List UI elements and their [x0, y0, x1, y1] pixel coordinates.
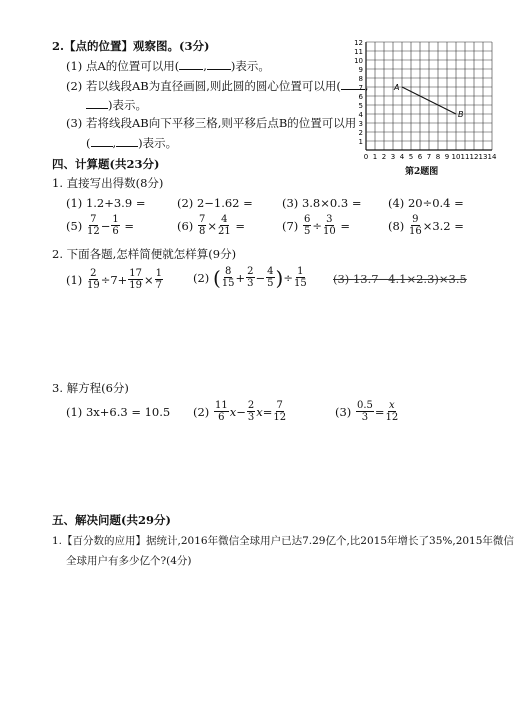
y-tick-label: 8 [358, 75, 363, 83]
calc-1: (1) 1.2+3.9 = [66, 196, 146, 210]
x-tick-label: 13 [478, 153, 488, 161]
coordinate-grid [350, 30, 510, 176]
y-tick-label: 4 [358, 111, 363, 119]
axis-labels [354, 39, 497, 161]
equation-2: (2) $\frac{11}{6}$ x − $\frac{2}{3}$ x = $\frac{7}{12}$ [193, 400, 287, 423]
equation-3: (3) $\frac{0.5}{3}$ = $\frac{x}{12}$ [335, 400, 399, 423]
grid-caption: 第2题图 [405, 167, 439, 177]
x-tick-label: 12 [469, 153, 479, 161]
problem-1-line2: 全球用户有多少亿个?(4分) [66, 555, 192, 567]
x-tick-label: 0 [363, 153, 369, 161]
y-tick-label: 5 [358, 102, 363, 110]
simplify-3: (3) 13.7−4.1×2.3)×3.5 [333, 272, 467, 286]
calc-5: (5) $\frac{7}{12}$ − $\frac{1}{6}$ = [66, 214, 134, 237]
point-a-label: A [394, 83, 400, 92]
q2-heading: 2.【点的位置】观察图。(3分) [52, 39, 210, 53]
x-tick-label: 6 [417, 153, 423, 161]
x-tick-label: 10 [451, 153, 461, 161]
problem-1-line1: 1.【百分数的应用】据统计,2016年微信全球用户已达7.29亿个,比2015年增长了35%,2015年微信 [52, 535, 514, 547]
calc-7: (7) $\frac{6}{5}$ ÷ $\frac{3}{10}$ = [282, 214, 350, 237]
section4-sub1: 1. 直接写出得数(8分) [52, 176, 164, 190]
y-tick-label: 10 [354, 57, 363, 65]
equation-1: (1) 3x+6.3 = 10.5 [66, 405, 171, 419]
answer-blank[interactable] [86, 108, 108, 109]
answer-blank[interactable] [207, 69, 231, 70]
x-tick-label: 14 [487, 153, 497, 161]
y-tick-label: 6 [358, 93, 363, 101]
x-tick-label: 9 [444, 153, 450, 161]
calc-3: (3) 3.8×0.3 = [282, 196, 362, 210]
x-tick-label: 8 [435, 153, 441, 161]
x-tick-label: 11 [460, 153, 470, 161]
x-tick-label: 1 [372, 153, 378, 161]
x-tick-label: 4 [399, 153, 405, 161]
y-tick-label: 2 [358, 129, 363, 137]
x-tick-label: 7 [426, 153, 432, 161]
calc-2: (2) 2−1.62 = [177, 196, 253, 210]
y-tick-label: 7 [358, 84, 363, 92]
y-tick-label: 11 [354, 48, 363, 56]
answer-blank[interactable] [116, 146, 138, 147]
calc-8: (8) $\frac{9}{16}$ ×3.2 = [388, 214, 464, 237]
answer-blank[interactable] [179, 69, 203, 70]
x-tick-label: 5 [408, 153, 414, 161]
q2-part3-cont: ( , )表示。 [86, 136, 178, 150]
section4-sub2: 2. 下面各题,怎样简便就怎样算(9分) [52, 247, 237, 261]
q2-part2: (2) 若以线段AB为直径画圆,则此圆的圆心位置可以用( , [66, 79, 369, 93]
y-tick-label: 12 [354, 39, 363, 47]
y-tick-label: 1 [358, 138, 363, 146]
y-tick-label: 3 [358, 120, 363, 128]
section5-heading: 五、解决问题(共29分) [52, 513, 171, 527]
answer-blank[interactable] [91, 146, 113, 147]
y-tick-label: 9 [358, 66, 363, 74]
x-tick-label: 3 [390, 153, 396, 161]
x-tick-label: 2 [381, 153, 387, 161]
point-b-label: B [458, 110, 464, 119]
q2-part2-cont: )表示。 [86, 97, 147, 113]
q2-part1: (1) 点A的位置可以用( , )表示。 [66, 59, 270, 73]
simplify-1: (1) $\frac{2}{19}$ ÷7+ $\frac{17}{19}$ × $\frac{1}{7}$ [66, 268, 163, 291]
calc-6: (6) $\frac{7}{8}$ × $\frac{4}{21}$ = [177, 214, 245, 237]
calc-4: (4) 20÷0.4 = [388, 196, 464, 210]
section4-sub3: 3. 解方程(6分) [52, 381, 129, 395]
q2-part3: (3) 若将线段AB向下平移三格,则平移后点B的位置可以用 [66, 116, 357, 130]
grid-lines [366, 42, 492, 150]
section4-heading: 四、计算题(共23分) [52, 157, 160, 171]
simplify-2: (2) ( $\frac{8}{15}$ + $\frac{2}{3}$ − $\frac{4}{5}$ ) ÷ $\frac{1}{15}$ [193, 265, 307, 290]
